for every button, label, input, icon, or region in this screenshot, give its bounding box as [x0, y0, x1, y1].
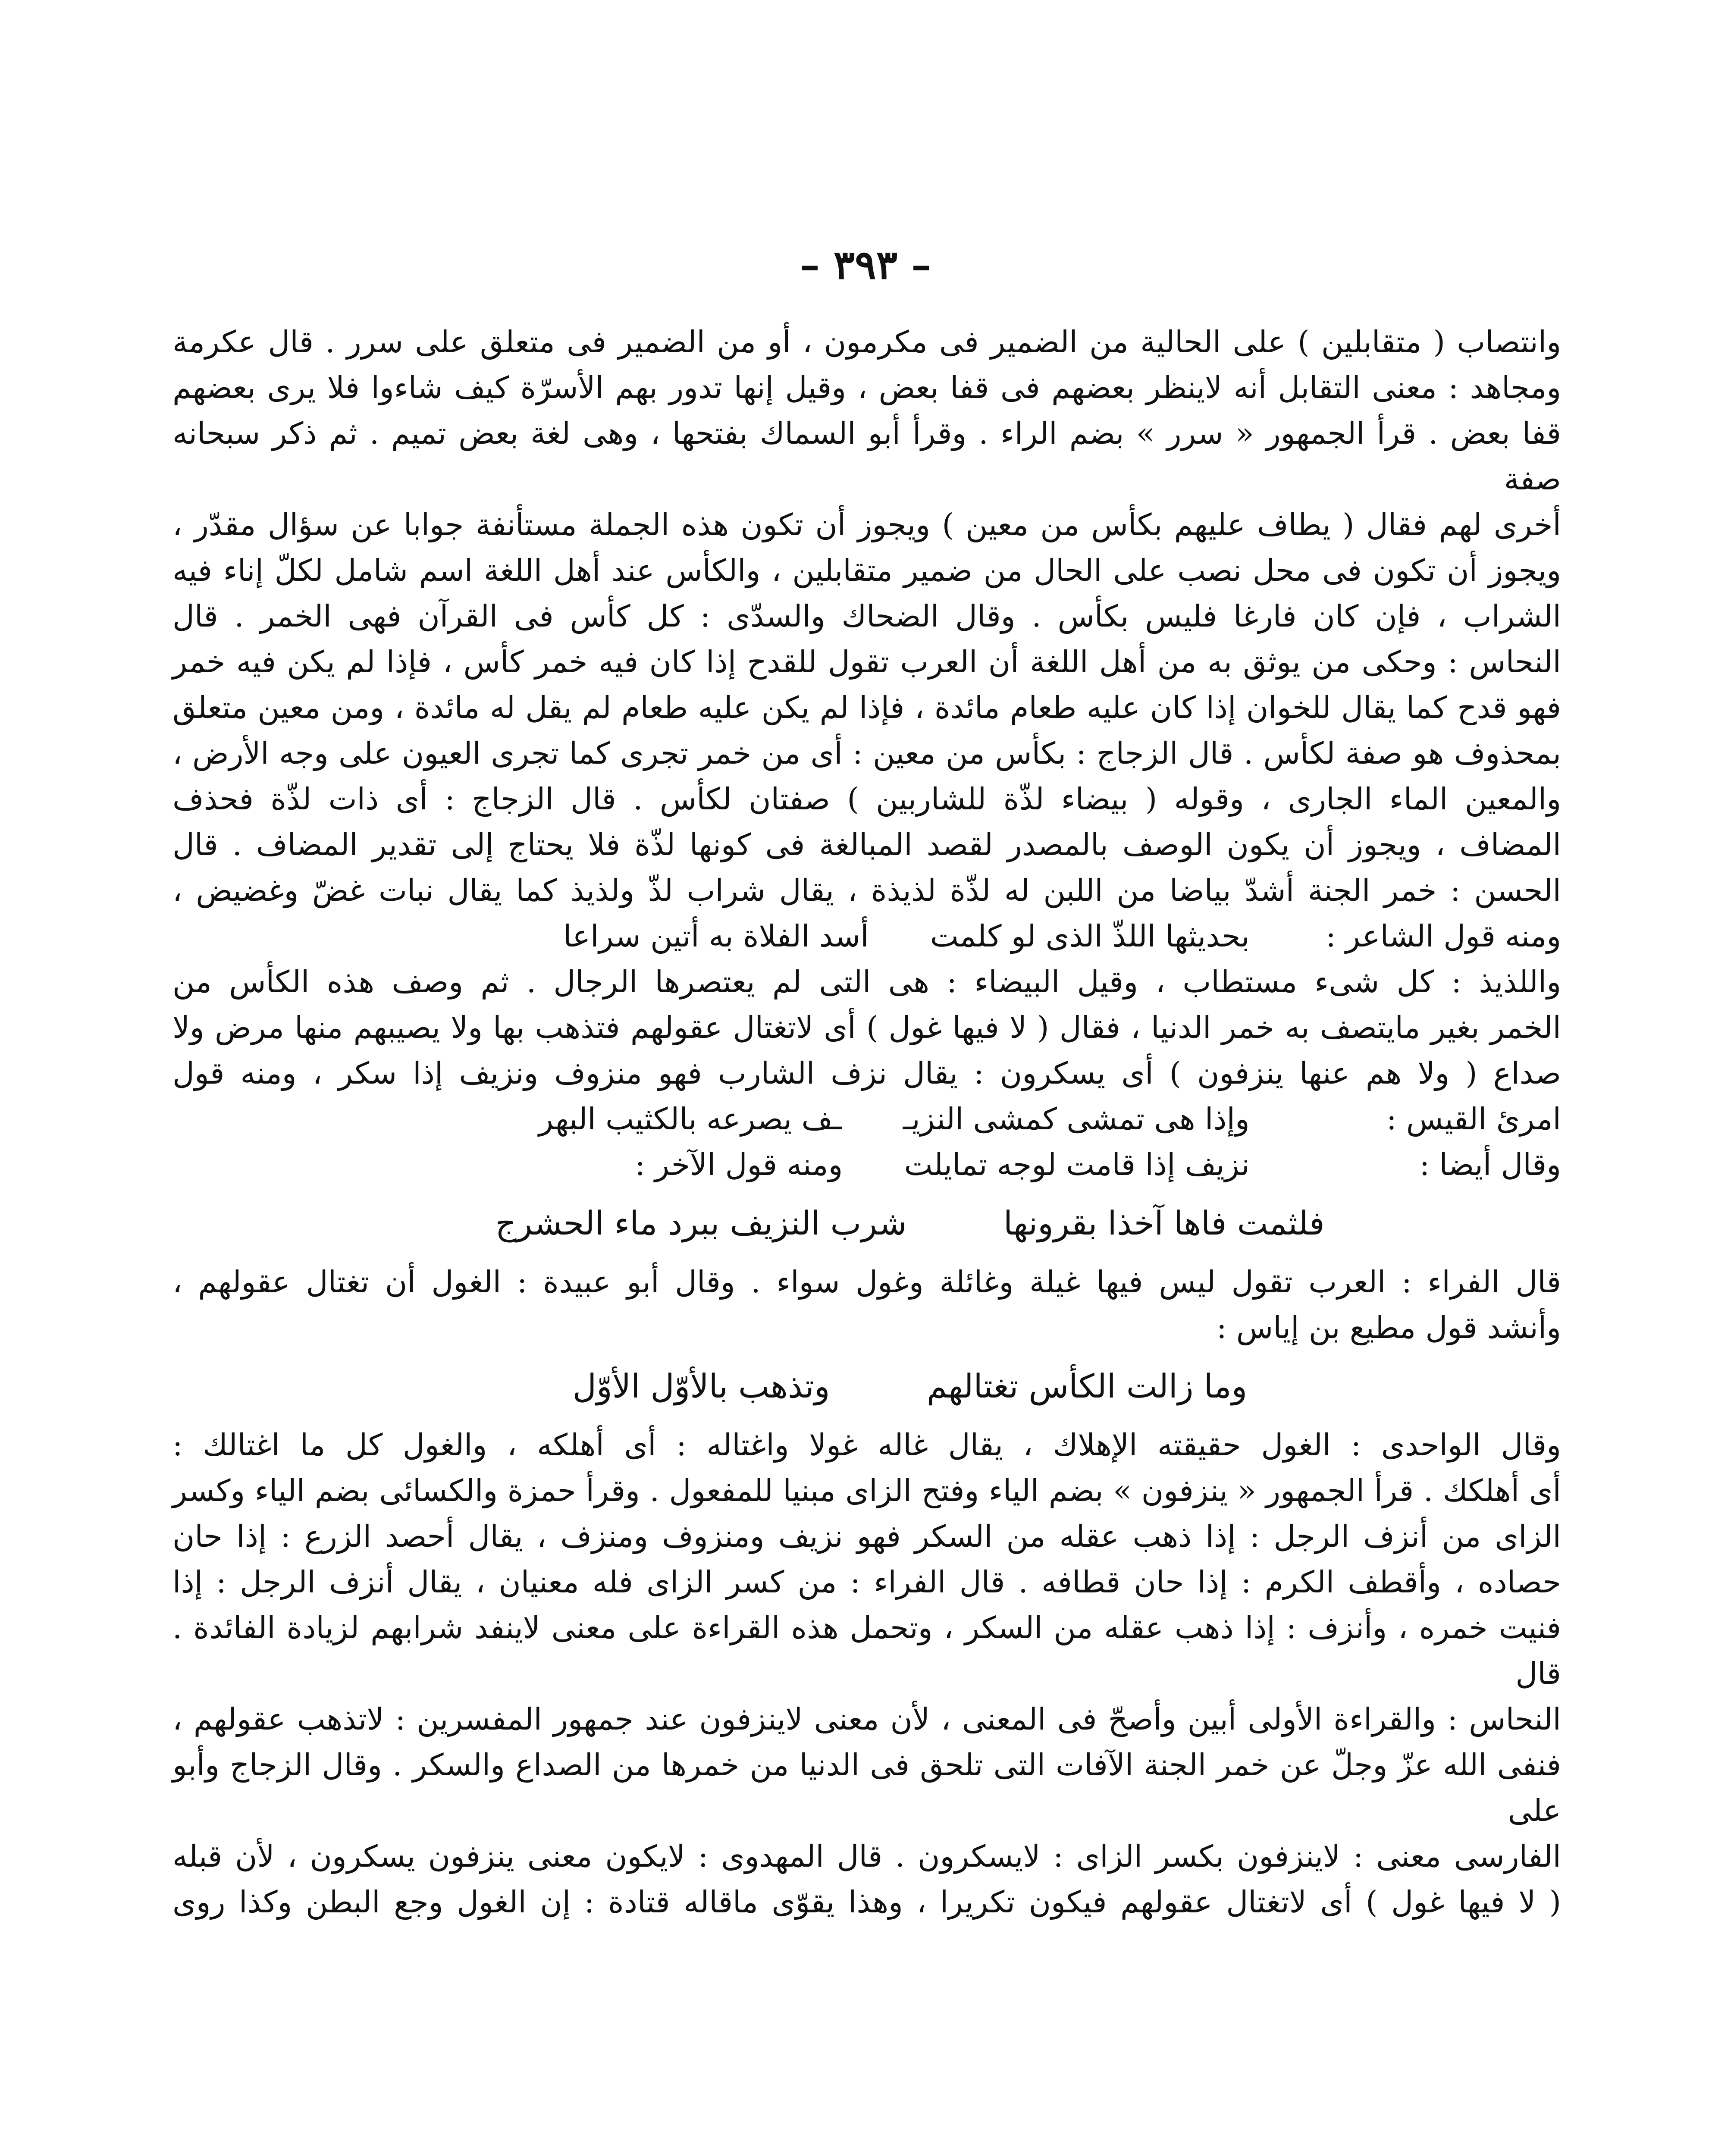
verse-intro: ومنه قول الشاعر :: [1326, 918, 1561, 954]
text-line: ومجاهد : معنى التقابل أنه لاينظر بعضهم فى قفا بعض ، وقيل إنها تدور بهم الأسرّة كيف شاءوا فلا يرى بعضهم: [172, 370, 1561, 405]
text-line: فنفى الله عزّ وجلّ عن خمر الجنة الآفات التى تلحق فى الدنيا من خمرها من الصداع والسكر . وقال الزجاج وأبو على: [172, 1747, 1561, 1828]
verse-second-hemistich: وتذهب بالأوّل الأوّل: [572, 1367, 830, 1405]
poetry-verse: [172, 1363, 1561, 1409]
text-line: الزاى من أنزف الرجل : إذا ذهب عقله من السكر فهو نزيف ومنزوف ومنزف ، يقال أحصد الزرع : إذا حان: [172, 1519, 1561, 1554]
poetry-verse: [172, 913, 1561, 959]
poetry-verse: [172, 1200, 1561, 1246]
verse-second-hemistich: شرب النزيف ببرد ماء الحشرج: [495, 1204, 907, 1242]
text-line: وانتصاب ( متقابلين ) على الحالية من الضمير فى مكرمون ، أو من الضمير فى متعلق على سرر . قال عكرمة: [172, 324, 1561, 360]
text-line: الحسن : خمر الجنة أشدّ بياضا من اللبن له لذّة لذيذة ، يقال شراب لذّ ولذيذ كما يقال نبات غضّ وغضيض ،: [172, 873, 1561, 908]
verse-first-hemistich: وما زالت الكأس تغتالهم: [926, 1367, 1248, 1405]
page-number: – ٣٩٣ –: [800, 241, 931, 288]
text-line: فهو قدح كما يقال للخوان إذا كان عليه طعام مائدة ، فإذا لم يكن عليه طعام لم يقل له مائدة ، ومن معين متعلق: [172, 690, 1561, 725]
text-line: الفارسى معنى : لاينزفون بكسر الزاى : لايسكرون . قال المهدوى : لايكون معنى ينزفون يسكرون ، لأن قبله: [172, 1839, 1561, 1874]
body-text: [172, 319, 1561, 1925]
text-line: الشراب ، فإن كان فارغا فليس بكأس . وقال الضحاك والسدّى : كل كأس فى القرآن فهى الخمر . قال: [172, 599, 1561, 634]
verse-continuation: ومنه قول الآخر :: [635, 1147, 843, 1182]
text-line: النحاس : وحكى من يوثق به من أهل اللغة أن العرب تقول للقدح إذا كان فيه خمر كأس ، فإذا لم يكن فيه خمر: [172, 644, 1561, 680]
poetry-verse: [172, 1096, 1561, 1142]
text-line: وأنشد قول مطيع بن إياس :: [1216, 1310, 1561, 1345]
text-line: أخرى لهم فقال ( يطاف عليهم بكأس من معين ) ويجوز أن تكون هذه الجملة مستأنفة جوابا عن سؤال مقدّر ،: [172, 507, 1561, 542]
text-line: قال الفراء : العرب تقول ليس فيها غيلة وغائلة وغول سواء . وقال أبو عبيدة : الغول أن تغتال عقولهم ،: [172, 1264, 1561, 1300]
verse-intro: امرئ القيس :: [1386, 1101, 1561, 1137]
verse-intro: وقال أيضا :: [1419, 1147, 1561, 1182]
text-line: بمحذوف هو صفة لكأس . قال الزجاج : بكأس من معين : أى من خمر تجرى كما تجرى العيون على وجه الأرض ،: [172, 736, 1561, 771]
text-line: ( لا فيها غول ) أى لاتغتال عقولهم فيكون تكريرا ، وهذا يقوّى ماقاله قتادة : إن الغول وجع البطن وكذا روى: [172, 1884, 1561, 1920]
text-line: فنيت خمره ، وأنزف : إذا ذهب عقله من السكر ، وتحمل هذه القراءة على معنى لاينفد شرابهم لزيادة الفائدة . قال: [172, 1610, 1561, 1691]
text-line: المضاف ، ويجوز أن يكون الوصف بالمصدر لقصد المبالغة فى كونها لذّة فلا يحتاج إلى تقدير المضاف . قال: [172, 827, 1561, 862]
text-line: ويجوز أن تكون فى محل نصب على الحال من ضمير متقابلين ، والكأس عند أهل اللغة اسم شامل لكلّ إناء فيه: [172, 553, 1561, 588]
text-line: النحاس : والقراءة الأولى أبين وأصحّ فى المعنى ، لأن معنى لاينزفون عند جمهور المفسرين : لاتذهب عقولهم ،: [172, 1702, 1561, 1737]
text-line: صداع ( ولا هم عنها ينزفون ) أى يسكرون : يقال نزف الشارب فهو منزوف ونزيف إذا سكر ، ومنه قول: [172, 1056, 1561, 1091]
text-line: وقال الواحدى : الغول حقيقته الإهلاك ، يقال غاله غولا واغتاله : أى أهلكه ، والغول كل ما اغتالك :: [172, 1427, 1561, 1463]
verse-first-hemistich: وإذا هى تمشى كمشى النزيـ: [903, 1101, 1250, 1137]
verse-first-hemistich: فلثمت فاها آخذا بقرونها: [1003, 1204, 1325, 1242]
verse-second-hemistich: ـف يصرعه بالكثيب البهر: [539, 1101, 842, 1137]
text-line: الخمر بغير مايتصف به خمر الدنيا ، فقال ( لا فيها غول ) أى لاتغتال عقولهم فتذهب بها ولا يصيبهم منها مرض ولا: [172, 1010, 1561, 1045]
text-line: قفا بعض . قرأ الجمهور « سرر » بضم الراء . وقرأ أبو السماك بفتحها ، وهى لغة بعض تميم . ثم ذكر سبحانه صفة: [172, 416, 1561, 497]
verse-first-hemistich: نزيف إذا قامت لوجه تمايلت: [904, 1147, 1250, 1182]
poetry-verse: [172, 1142, 1561, 1188]
verse-second-hemistich: أسد الفلاة به أتين سراعا: [563, 918, 869, 954]
text-line: والمعين الماء الجارى ، وقوله ( بيضاء لذّة للشاربين ) صفتان لكأس . قال الزجاج : أى ذات لذّة فحذف: [172, 781, 1561, 817]
text-line: واللذيذ : كل شىء مستطاب ، وقيل البيضاء : هى التى لم يعتصرها الرجال . ثم وصف هذه الكأس من: [172, 964, 1561, 1000]
text-line: أى أهلكك . قرأ الجمهور « ينزفون » بضم الياء وفتح الزاى مبنيا للمفعول . وقرأ حمزة والكسائى بضم الياء وكسر: [172, 1473, 1561, 1508]
text-line: حصاده ، وأقطف الكرم : إذا حان قطافه . قال الفراء : من كسر الزاى فله معنيان ، يقال أنزف الرجل : إذا: [172, 1564, 1561, 1600]
verse-first-hemistich: بحديثها اللذّ الذى لو كلمت: [930, 918, 1250, 954]
